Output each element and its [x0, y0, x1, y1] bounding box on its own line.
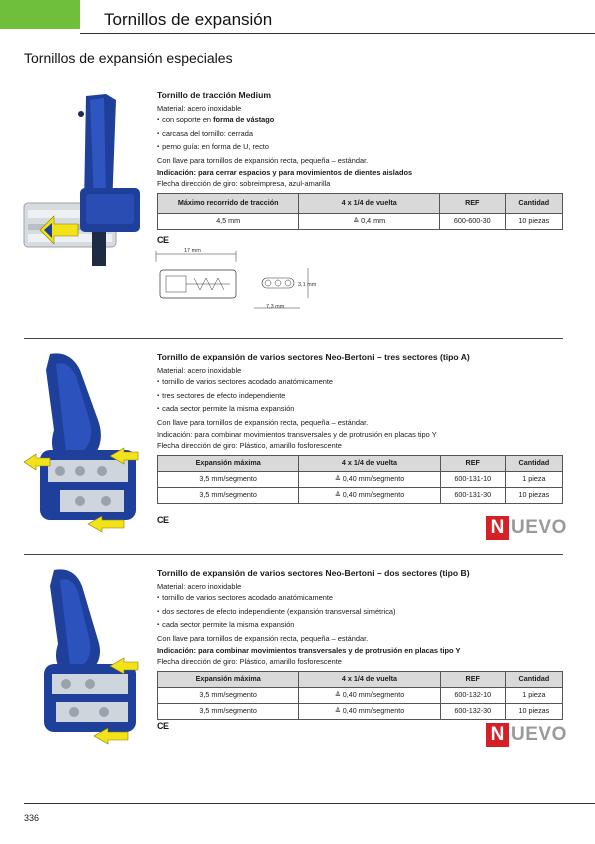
spec-table [157, 193, 563, 230]
spec-line: Flecha dirección de giro: Plástico, amarillo fosforescente [157, 657, 342, 667]
page-header-title: Tornillos de expansión [104, 10, 273, 29]
table-header: REF [440, 455, 505, 471]
dimension-height: 3,1 mm [298, 282, 317, 288]
spec-bullet: ▪ cada sector permite la misma expansión [157, 619, 563, 633]
table-row [158, 703, 563, 719]
product-image-traction-screw [20, 88, 148, 268]
spec-bullet: ▪ carcasa del tornillo: cerrada [157, 128, 563, 142]
table-header: REF [440, 671, 505, 687]
spec-line: Flecha dirección de giro: sobreimpresa, azul-amarilla [157, 179, 331, 189]
spec-line: Indicación: para combinar movimientos transversales y de protrusión en placas tipo Y [157, 645, 461, 655]
product-title: Tornillo de expansión de varios sectores Neo-Bertoni – dos sectores (tipo B) [157, 568, 470, 578]
section-divider [24, 338, 563, 339]
table-header: 4 x 1/4 de vuelta [299, 671, 440, 687]
table-cell: 3,5 mm/segmento [158, 471, 299, 487]
table-header: Expansión máxima [158, 455, 299, 471]
spec-line: Con llave para tornillos de expansión recta, pequeña – estándar. [157, 417, 369, 427]
spec-bullet: ▪ con soporte en forma de vástago [157, 114, 563, 128]
table-cell: 600-132-10 [440, 687, 505, 703]
new-badge-initial: N [486, 516, 509, 540]
table-header: Cantidad [505, 455, 562, 471]
product-info-neo-bertoni-three-sectors [157, 352, 563, 504]
spec-line: Material: acero inoxidable [157, 103, 242, 113]
new-badge [486, 723, 567, 747]
section-title: Tornillos de expansión especiales [24, 50, 233, 66]
table-header: Cantidad [505, 193, 562, 213]
table-header: 4 x 1/4 de vuelta [299, 193, 440, 213]
new-badge [486, 516, 567, 540]
table-cell: ≙ 0,40 mm/segmento [299, 687, 440, 703]
dimension-width: 7,3 mm [266, 304, 285, 310]
spec-line: Material: acero inoxidable [157, 581, 242, 591]
spec-line: Indicación: para cerrar espacios y para movimientos de dientes aislados [157, 167, 413, 177]
table-cell: 1 pieza [505, 471, 562, 487]
spec-bullet: ▪ tornillo de varios sectores acodado anatómicamente [157, 592, 563, 606]
spec-bullet: ▪ cada sector permite la misma expansión [157, 403, 563, 417]
spec-bullet: ▪ tornillo de varios sectores acodado anatómicamente [157, 376, 563, 390]
spec-bullet: ▪ perno guía: en forma de U, recto [157, 141, 563, 155]
product-image-neo-bertoni-two-sectors [20, 566, 148, 751]
spec-table [157, 671, 563, 720]
header-divider [80, 33, 595, 34]
table-row [158, 213, 563, 229]
spec-bullet: ▪ tres sectores de efecto independiente [157, 390, 563, 404]
table-header: Máximo recorrido de tracción [158, 193, 299, 213]
table-cell: ≙ 0,40 mm/segmento [299, 471, 440, 487]
ce-mark: CE [157, 721, 169, 731]
ce-mark: CE [157, 515, 169, 525]
spec-bullet: ▪ dos sectores de efecto independiente (expansión transversal simétrica) [157, 606, 563, 620]
spec-line: Con llave para tornillos de expansión recta, pequeña – estándar. [157, 633, 369, 643]
table-cell: 600-131-30 [440, 487, 505, 503]
new-badge-initial: N [486, 723, 509, 747]
table-cell: ≙ 0,4 mm [299, 213, 440, 229]
table-cell: 4,5 mm [158, 213, 299, 229]
table-header: Cantidad [505, 671, 562, 687]
table-cell: 3,5 mm/segmento [158, 487, 299, 503]
product-title: Tornillo de tracción Medium [157, 90, 271, 100]
table-cell: 10 piezas [505, 487, 562, 503]
table-cell: 600-131-10 [440, 471, 505, 487]
product-info-neo-bertoni-two-sectors [157, 568, 563, 720]
section-divider [24, 554, 563, 555]
product-title: Tornillo de expansión de varios sectores Neo-Bertoni – tres sectores (tipo A) [157, 352, 470, 362]
chapter-tab [0, 0, 80, 29]
table-cell: 10 piezas [505, 213, 562, 229]
spec-line: Material: acero inoxidable [157, 365, 242, 375]
table-header: Expansión máxima [158, 671, 299, 687]
new-badge-text: UEVO [511, 517, 567, 538]
spec-line: Flecha dirección de giro: Plástico, amarillo fosforescente [157, 441, 342, 451]
new-badge-text: UEVO [511, 724, 567, 745]
technical-drawing [154, 248, 334, 318]
spec-line: Indicación: para combinar movimientos transversales y de protrusión en placas tipo Y [157, 429, 437, 439]
product-info-traction-screw [157, 90, 563, 230]
product-image-neo-bertoni-three-sectors [20, 350, 148, 535]
table-cell: 3,5 mm/segmento [158, 703, 299, 719]
footer-divider [24, 803, 595, 804]
spec-table [157, 455, 563, 504]
ce-mark: CE [157, 235, 169, 245]
table-row [158, 487, 563, 503]
table-cell: 1 pieza [505, 687, 562, 703]
table-row [158, 687, 563, 703]
dimension-length: 17 mm [184, 248, 201, 254]
table-cell: ≙ 0,40 mm/segmento [299, 703, 440, 719]
table-row [158, 471, 563, 487]
table-cell: 600-600-30 [439, 213, 505, 229]
table-header: 4 x 1/4 de vuelta [299, 455, 440, 471]
table-cell: 10 piezas [505, 703, 562, 719]
table-cell: 3,5 mm/segmento [158, 687, 299, 703]
table-cell: ≙ 0,40 mm/segmento [299, 487, 440, 503]
page-number: 336 [24, 813, 40, 823]
table-cell: 600-132-30 [440, 703, 505, 719]
table-header: REF [439, 193, 505, 213]
spec-line: Con llave para tornillos de expansión recta, pequeña – estándar. [157, 155, 369, 165]
